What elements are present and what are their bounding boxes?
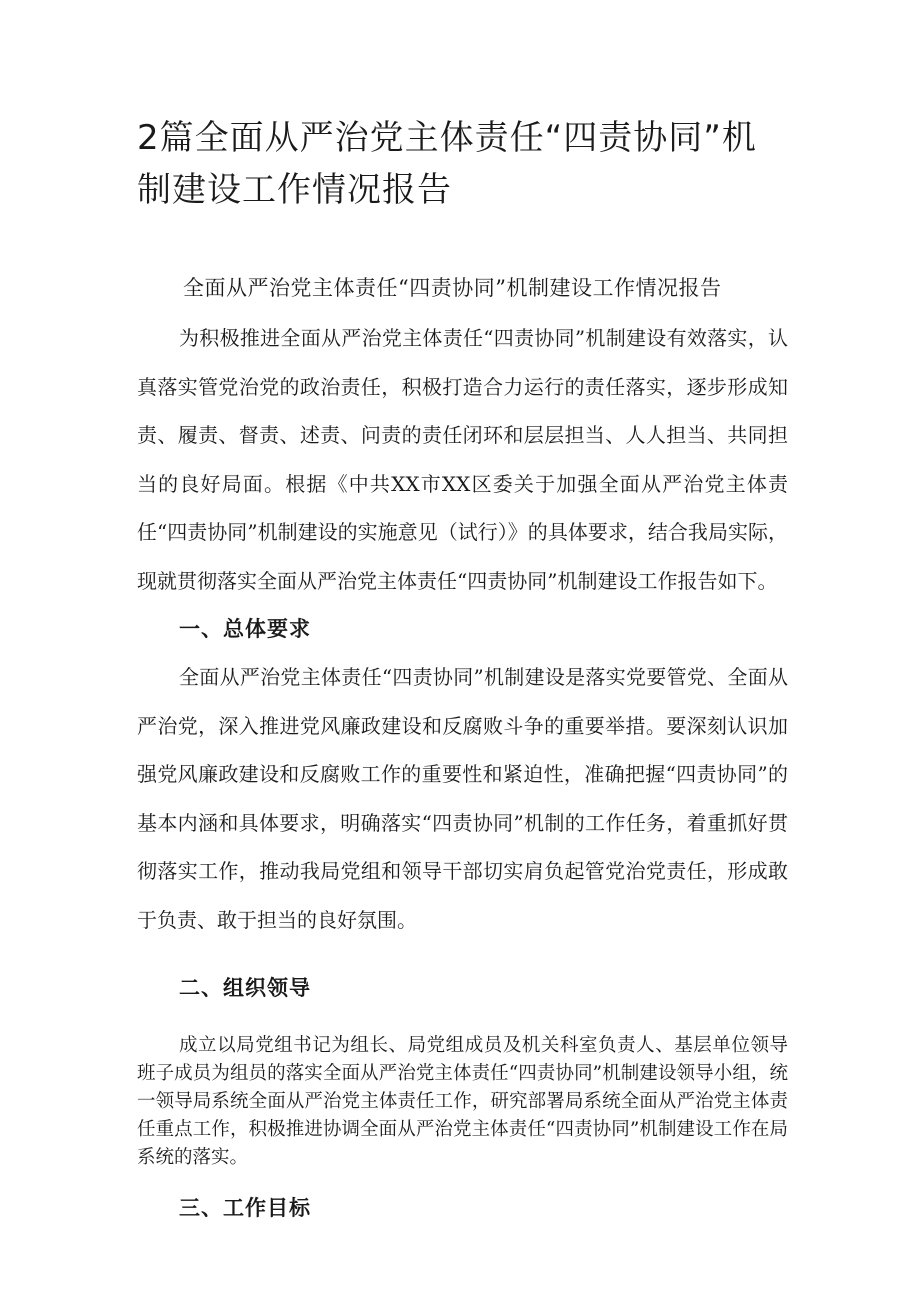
section-heading-overall-requirements: 一、总体要求 (179, 616, 311, 641)
section-body-organization-leadership: 成立以局党组书记为组长、局党组成员及机关科室负责人、基层单位领导班子成员为组员的落实全面从严治党主体责任“四责协同”机制建设领导小组，统一领导局系统全面从严治党主体责任工作，研究部署局系统全面从严治党主体责任重点工作，积极推进协调全面从严治党主体责任“四责协同”机制建设工作在局系统的落实。 (137, 1035, 788, 1168)
section-body-overall-requirements: 全面从严治党主体责任“四责协同”机制建设是落实党要管党、全面从严治党，深入推进党风廉政建设和反腐败斗争的重要举措。要深刻认识加强党风廉政建设和反腐败工作的重要性和紧迫性，准确把握“四责协同”的基本内涵和具体要求，明确落实“四责协同”机制的工作任务，着重抓好贯彻落实工作，推动我局党组和领导干部切实肩负起管党治党责任，形成敢于负责、敢于担当的良好氛围。 (137, 665, 788, 932)
document-title: 2篇全面从严治党主体责任“四责协同”机制建设工作情况报告 (137, 118, 757, 210)
intro-paragraph: 为积极推进全面从严治党主体责任“四责协同”机制建设有效落实，认真落实管党治党的政治责任，积极打造合力运行的责任落实，逐步形成知责、履责、督责、述责、问责的责任闭环和层层担当、人人担当、共同担当的良好局面。根据《中共XX市XX区委关于加强全面从严治党主体责任“四责协同”机制建设的实施意见（试行）》的具体要求，结合我局实际，现就贯彻落实全面从严治党主体责任“四责协同”机制建设工作报告如下。 (137, 326, 788, 593)
section-heading-work-goals: 三、工作目标 (179, 1195, 311, 1220)
document-subtitle: 全面从严治党主体责任“四责协同”机制建设工作情况报告 (183, 276, 722, 300)
section-heading-organization-leadership: 二、组织领导 (179, 975, 311, 1000)
